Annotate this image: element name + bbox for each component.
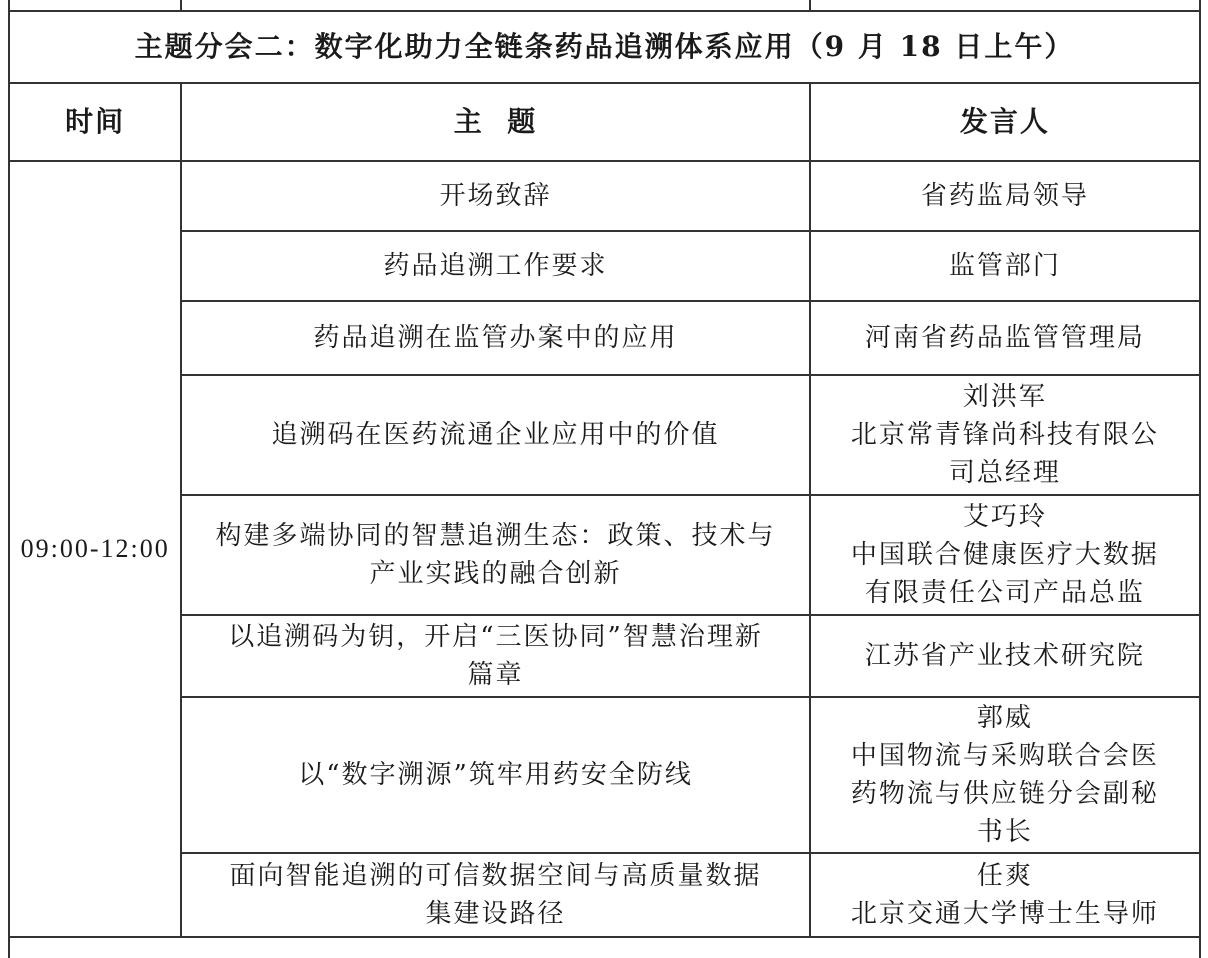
topic-cell <box>181 495 809 615</box>
table-row <box>9 161 1200 231</box>
speaker-cell <box>810 853 1200 937</box>
table-row <box>9 495 1200 615</box>
topic-line: 产业实践的融合创新 <box>369 559 622 589</box>
topic-line: 药品追溯在监管办案中的应用 <box>313 323 678 353</box>
session-title: 主题分会二：数字化助力全链条药品追溯体系应用（9 月 18 日上午） <box>9 11 1200 83</box>
topic-line: 以“数字溯源”筑牢用药安全防线 <box>298 760 693 790</box>
speaker-line: 省药监局领导 <box>920 181 1089 211</box>
speaker-line: 艾巧玲 <box>962 502 1047 532</box>
session-title-row <box>9 11 1200 83</box>
table-row <box>9 697 1200 853</box>
schedule-table <box>8 0 1201 958</box>
table-row <box>9 301 1200 375</box>
speaker-line: 药物流与供应链分会副秘 <box>850 779 1159 809</box>
topic-cell <box>181 615 809 697</box>
speaker-line: 监管部门 <box>948 251 1061 281</box>
topic-line: 追溯码在医药流通企业应用中的价值 <box>271 420 720 450</box>
topic-line: 开场致辞 <box>439 181 552 211</box>
speaker-cell <box>810 375 1200 495</box>
topic-cell <box>181 697 809 853</box>
header-speaker: 发言人 <box>810 83 1200 161</box>
speaker-cell <box>810 161 1200 231</box>
speaker-line: 中国联合健康医疗大数据 <box>850 540 1159 570</box>
table-row <box>9 231 1200 301</box>
speaker-line: 江苏省产业技术研究院 <box>864 641 1145 671</box>
table-row <box>9 853 1200 937</box>
topic-line: 构建多端协同的智慧追溯生态：政策、技术与 <box>215 521 776 551</box>
speaker-line: 郭威 <box>976 703 1033 733</box>
speaker-cell <box>810 495 1200 615</box>
topic-cell <box>181 161 809 231</box>
header-topic: 主 题 <box>181 83 809 161</box>
topic-cell <box>181 231 809 301</box>
speaker-line: 中国物流与采购联合会医 <box>850 741 1159 771</box>
previous-section-strip <box>9 0 1200 11</box>
speaker-line: 河南省药品监管管理局 <box>864 323 1145 353</box>
speaker-line: 北京常青锋尚科技有限公 <box>850 420 1159 450</box>
table-row <box>9 615 1200 697</box>
topic-line: 以追溯码为钥，开启“三医协同”智慧治理新 <box>228 622 763 652</box>
topic-line: 面向智能追溯的可信数据空间与高质量数据 <box>229 861 762 891</box>
speaker-line: 刘洪军 <box>962 382 1047 412</box>
topic-cell <box>181 375 809 495</box>
speaker-cell <box>810 697 1200 853</box>
speaker-line: 有限责任公司产品总监 <box>864 578 1145 608</box>
topic-line: 药品追溯工作要求 <box>383 251 608 281</box>
speaker-line: 任爽 <box>976 861 1033 891</box>
topic-cell <box>181 301 809 375</box>
table-row <box>9 375 1200 495</box>
speaker-line: 司总经理 <box>948 458 1061 488</box>
speaker-line: 北京交通大学博士生导师 <box>850 899 1159 929</box>
time-slot: 09:00-12:00 <box>9 161 181 937</box>
speaker-cell <box>810 615 1200 697</box>
speaker-cell <box>810 231 1200 301</box>
topic-cell <box>181 853 809 937</box>
header-row <box>9 83 1200 161</box>
topic-line: 篇章 <box>467 660 524 690</box>
topic-line: 集建设路径 <box>425 899 566 929</box>
header-time: 时间 <box>9 83 181 161</box>
speaker-line: 书长 <box>976 817 1033 847</box>
speaker-cell <box>810 301 1200 375</box>
